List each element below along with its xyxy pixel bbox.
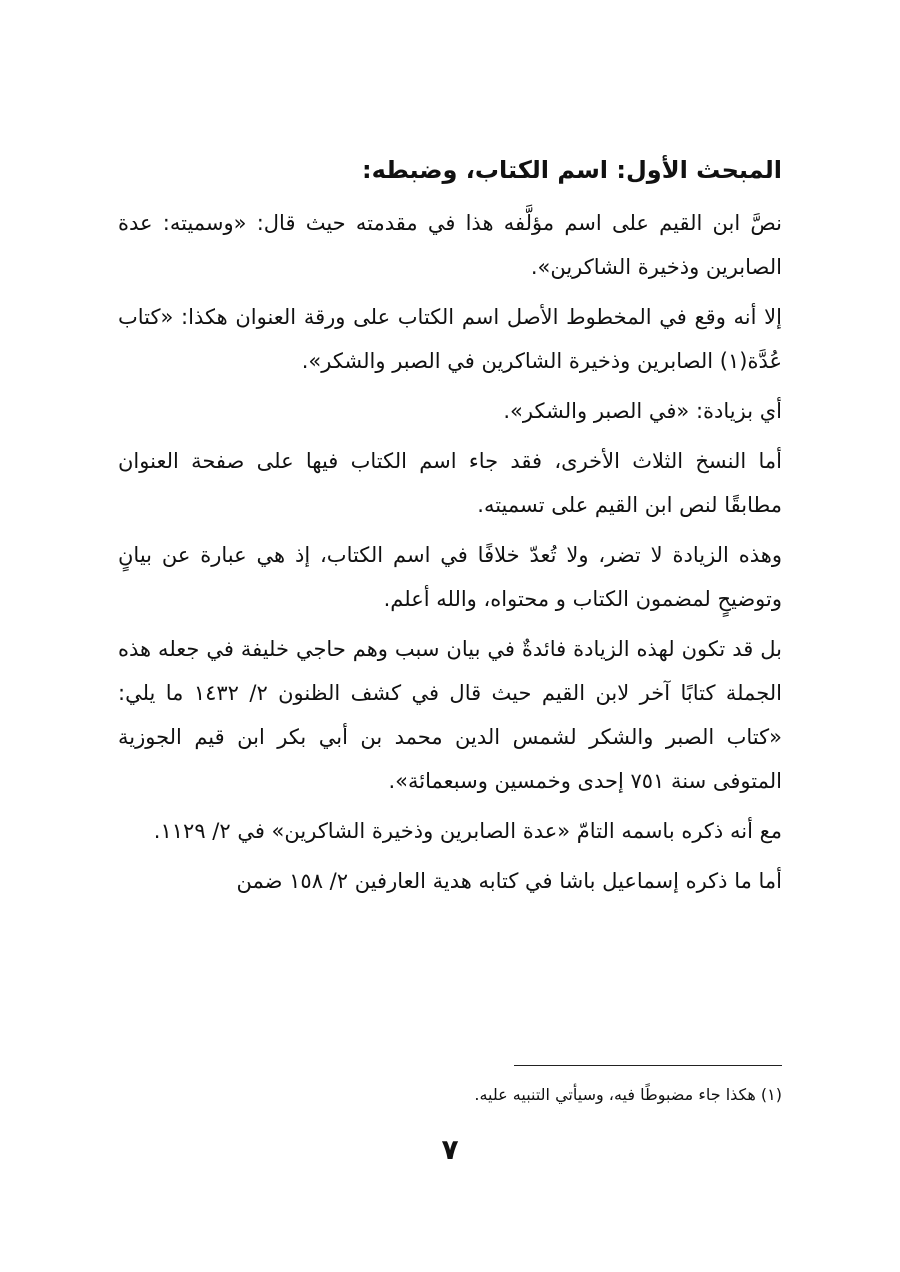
paragraph-6: بل قد تكون لهذه الزيادة فائدةٌ في بيان سبب وهم حاجي خليفة في جعله هذه الجملة كتابًا آخر لابن القيم حيث قال في كشف الظنون ٢/ ١٤٣٢ ما يلي: «كتاب الصبر والشكر لشمس الدين محمد بن أبي بكر ابن قيم الجوزية المتوفى سنة ٧٥١ إحدى وخمسين وسبعمائة». <box>118 637 782 793</box>
paragraph-3: أي بزيادة: «في الصبر والشكر». <box>503 399 782 423</box>
paragraph-7: مع أنه ذكره باسمه التامّ «عدة الصابرين وذخيرة الشاكرين» في ٢/ ١١٢٩. <box>153 819 782 843</box>
paragraph-8: أما ما ذكره إسماعيل باشا في كتابه هدية العارفين ٢/ ١٥٨ ضمن <box>236 869 782 893</box>
page-body <box>118 150 782 909</box>
footnote: (١) هكذا جاء مضبوطًا فيه، وسيأتي التنبيه عليه. <box>474 1085 782 1104</box>
paragraph-1: نصَّ ابن القيم على اسم مؤلَّفه هذا في مقدمته حيث قال: «وسميته: عدة الصابرين وذخيرة الشاكرين». <box>118 211 782 279</box>
paragraph-2: إلا أنه وقع في المخطوط الأصل اسم الكتاب على ورقة العنوان هكذا: «كتاب عُدَّة(١) الصابرين وذخيرة الشاكرين في الصبر والشكر». <box>118 305 782 373</box>
page-number: ٧ <box>441 1133 459 1166</box>
paragraph-5: وهذه الزيادة لا تضر، ولا تُعدّ خلافًا في اسم الكتاب، إذ هي عبارة عن بيانٍ وتوضيحٍ لمضمون الكتاب و محتواه، والله أعلم. <box>118 543 782 611</box>
footnote-divider <box>514 1065 782 1066</box>
paragraph-4: أما النسخ الثلاث الأخرى، فقد جاء اسم الكتاب فيها على صفحة العنوان مطابقًا لنص ابن القيم على تسميته. <box>118 449 782 517</box>
section-heading: المبحث الأول: اسم الكتاب، وضبطه: <box>361 156 782 184</box>
